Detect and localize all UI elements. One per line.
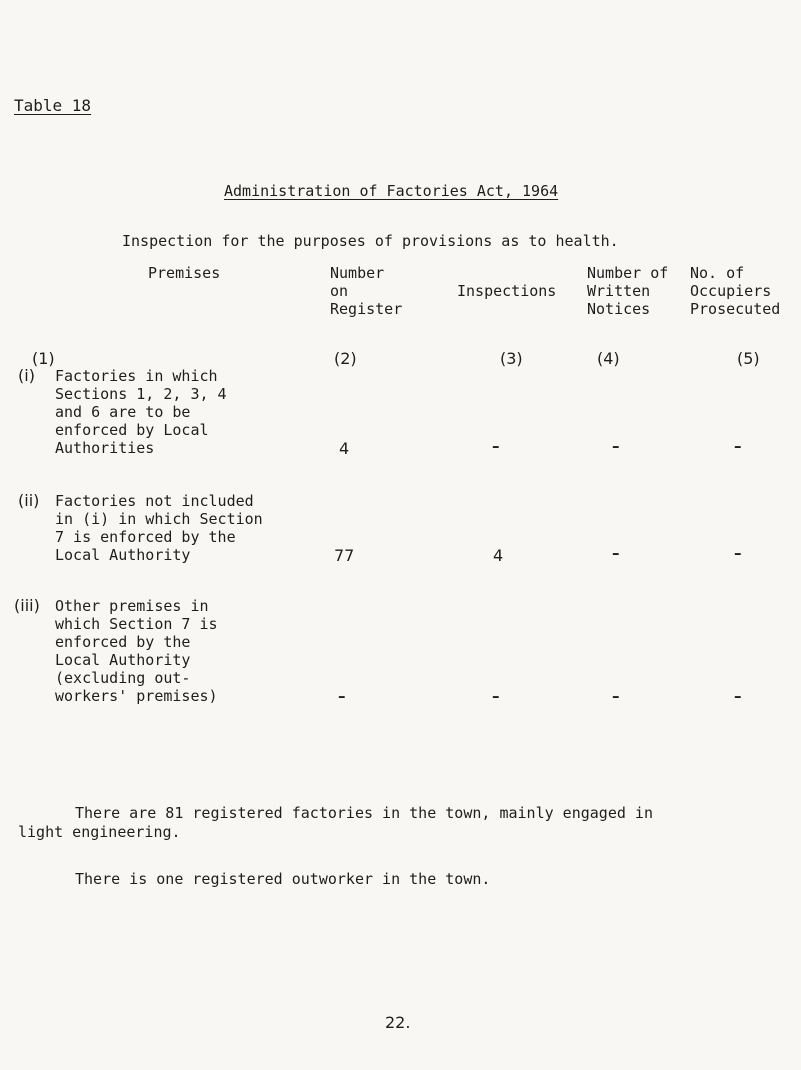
row-index: (ii): [18, 491, 40, 510]
page-number: 22.: [385, 1013, 411, 1032]
row-register-count: 4: [339, 439, 350, 458]
col-num-2: (2): [334, 349, 357, 368]
col-num-5: (5): [737, 349, 760, 368]
outworker-note: There is one registered outworker in the town.: [75, 870, 491, 888]
row-inspections-count: –: [492, 687, 500, 705]
header-occupiers-prosecuted: No. of Occupiers Prosecuted: [690, 264, 781, 318]
row-notices-count: –: [612, 437, 620, 455]
factories-note-line-1: There are 81 registered factories in the town, mainly engaged in: [75, 804, 653, 822]
col-num-3: (3): [500, 349, 523, 368]
row-premises: Factories in which Sections 1, 2, 3, 4 and 6 are to be enforced by Local Authorities: [55, 367, 227, 457]
table-label: Table 18: [14, 96, 92, 115]
row-prosecuted-count: –: [734, 687, 742, 705]
subtitle: Inspection for the purposes of provisions as to health.: [122, 232, 619, 250]
row-notices-count: –: [612, 544, 620, 562]
row-register-count: 77: [334, 546, 355, 565]
row-inspections-count: 4: [493, 546, 504, 565]
factories-note-line-2: light engineering.: [18, 823, 181, 841]
row-register-count: –: [338, 687, 346, 705]
header-premises: Premises: [148, 264, 221, 282]
row-premises: Factories not included in (i) in which Section 7 is enforced by the Local Authority: [55, 492, 263, 564]
row-notices-count: –: [612, 687, 620, 705]
row-premises: Other premises in which Section 7 is enforced by the Local Authority (excluding out- workers' premises): [55, 597, 218, 705]
row-prosecuted-count: –: [734, 437, 742, 455]
header-number-on-register: Number on Register: [330, 264, 403, 318]
row-index: (i): [18, 366, 35, 385]
act-title: Administration of Factories Act, 1964: [224, 182, 559, 200]
row-index: (iii): [14, 596, 40, 615]
col-num-1: (1): [32, 349, 55, 368]
header-inspections: Inspections: [457, 282, 557, 300]
row-inspections-count: –: [492, 437, 500, 455]
col-num-4: (4): [597, 349, 620, 368]
header-written-notices: Number of Written Notices: [587, 264, 669, 318]
row-prosecuted-count: –: [734, 544, 742, 562]
